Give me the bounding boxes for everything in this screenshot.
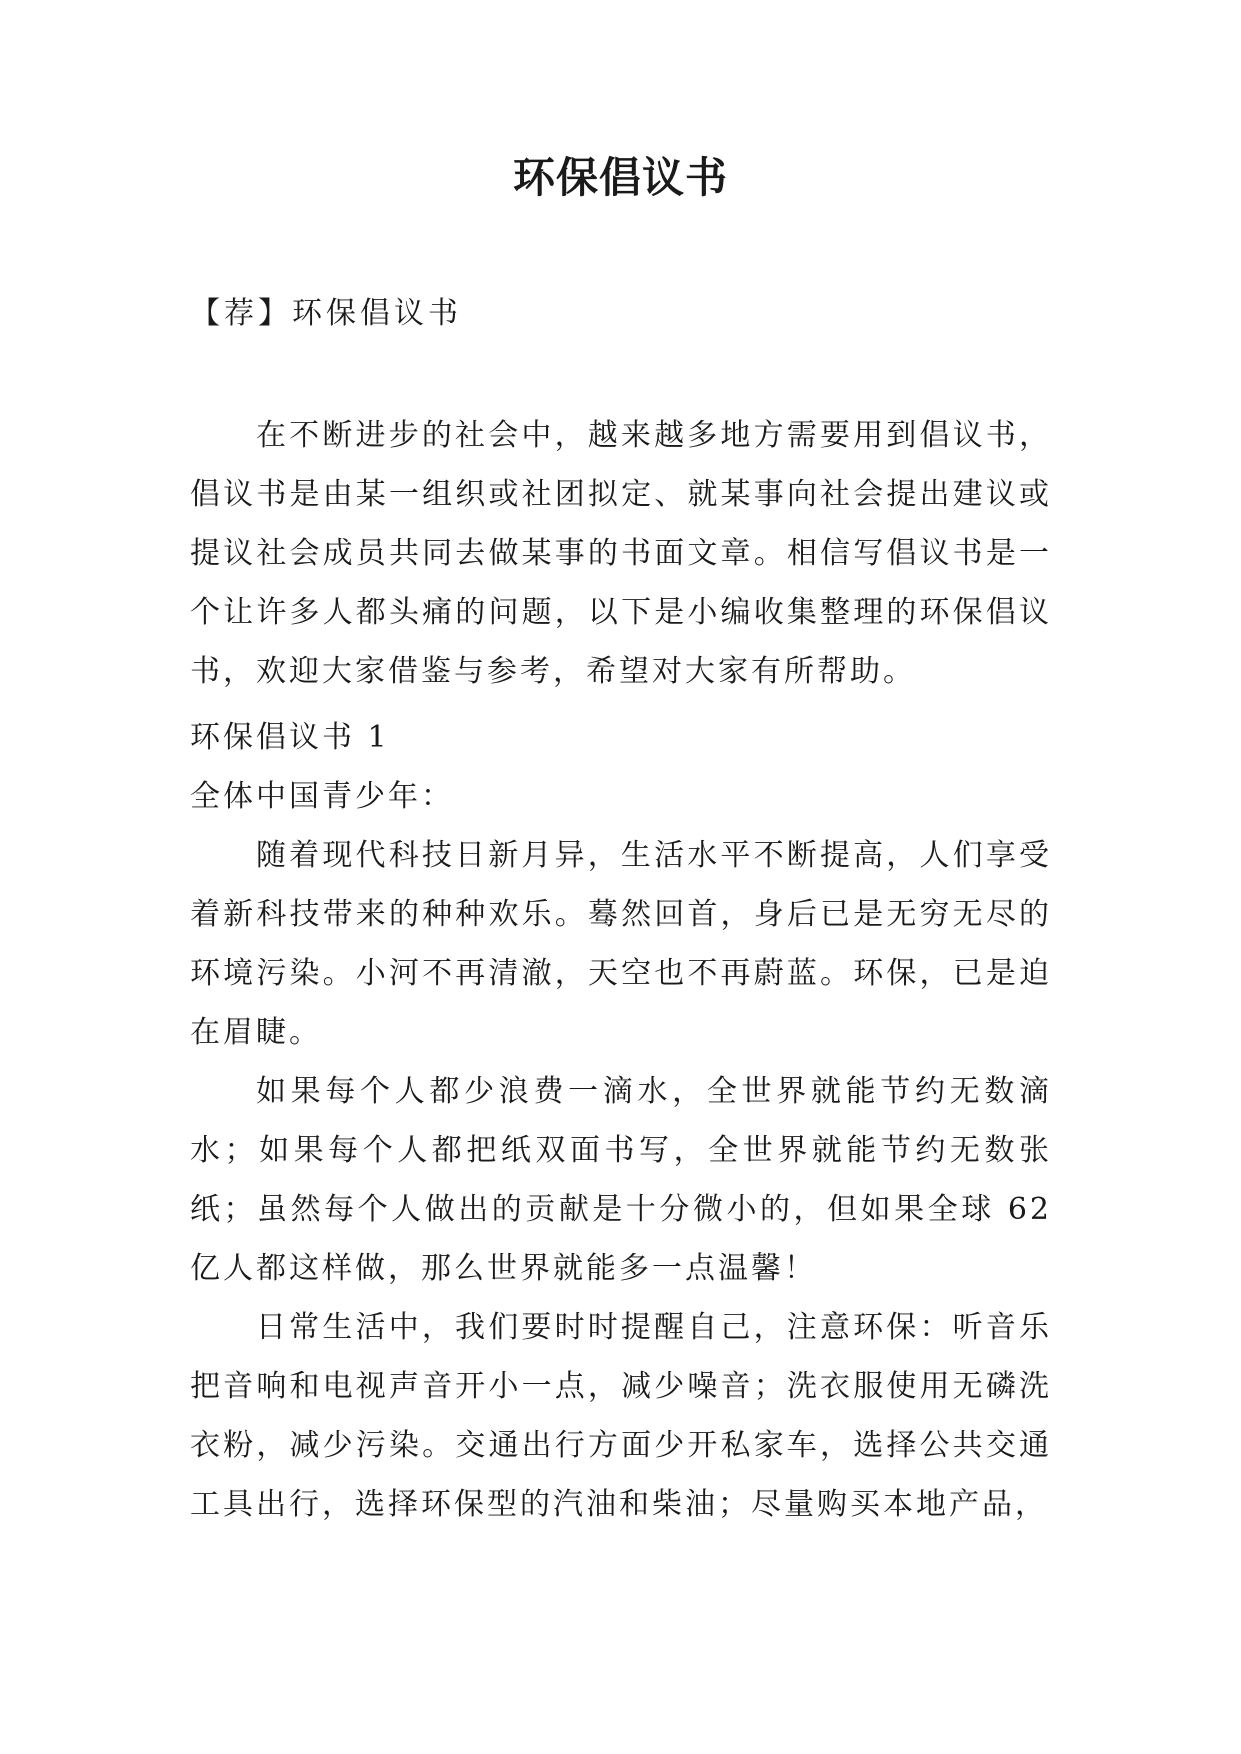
body-paragraph: 如果每个人都少浪费一滴水，全世界就能节约无数滴水；如果每个人都把纸双面书写，全世界就能节约无数张纸；虽然每个人做出的贡献是十分微小的，但如果全球 62 亿人都这样做，那么世界就能多一点温馨！ — [190, 1074, 1052, 1286]
document-title: 环保倡议书 — [512, 153, 728, 202]
letter-block — [190, 708, 1052, 1534]
salutation: 全体中国青少年： — [190, 779, 454, 814]
intro-block — [190, 406, 1052, 701]
section-title: 环保倡议书 1 — [190, 720, 390, 755]
intro-paragraph: 在不断进步的社会中，越来越多地方需要用到倡议书，倡议书是由某一组织或社团拟定、就某事向社会提出建议或提议社会成员共同去做某事的书面文章。相信写倡议书是一个让许多人都头痛的问题，以下是小编收集整理的环保倡议书，欢迎大家借鉴与参考，希望对大家有所帮助。 — [190, 418, 1052, 689]
document-subtitle: 【荐】环保倡议书 — [190, 296, 462, 331]
body-paragraph: 日常生活中，我们要时时提醒自己，注意环保：听音乐把音响和电视声音开小一点，减少噪音；洗衣服使用无磷洗衣粉，减少污染。交通出行方面少开私家车，选择公共交通工具出行，选择环保型的汽油和柴油；尽量购买本地产品， — [190, 1310, 1052, 1522]
body-paragraph: 随着现代科技日新月异，生活水平不断提高，人们享受着新科技带来的种种欢乐。蓦然回首，身后已是无穷无尽的环境污染。小河不再清澈，天空也不再蔚蓝。环保，已是迫在眉睫。 — [190, 838, 1052, 1050]
